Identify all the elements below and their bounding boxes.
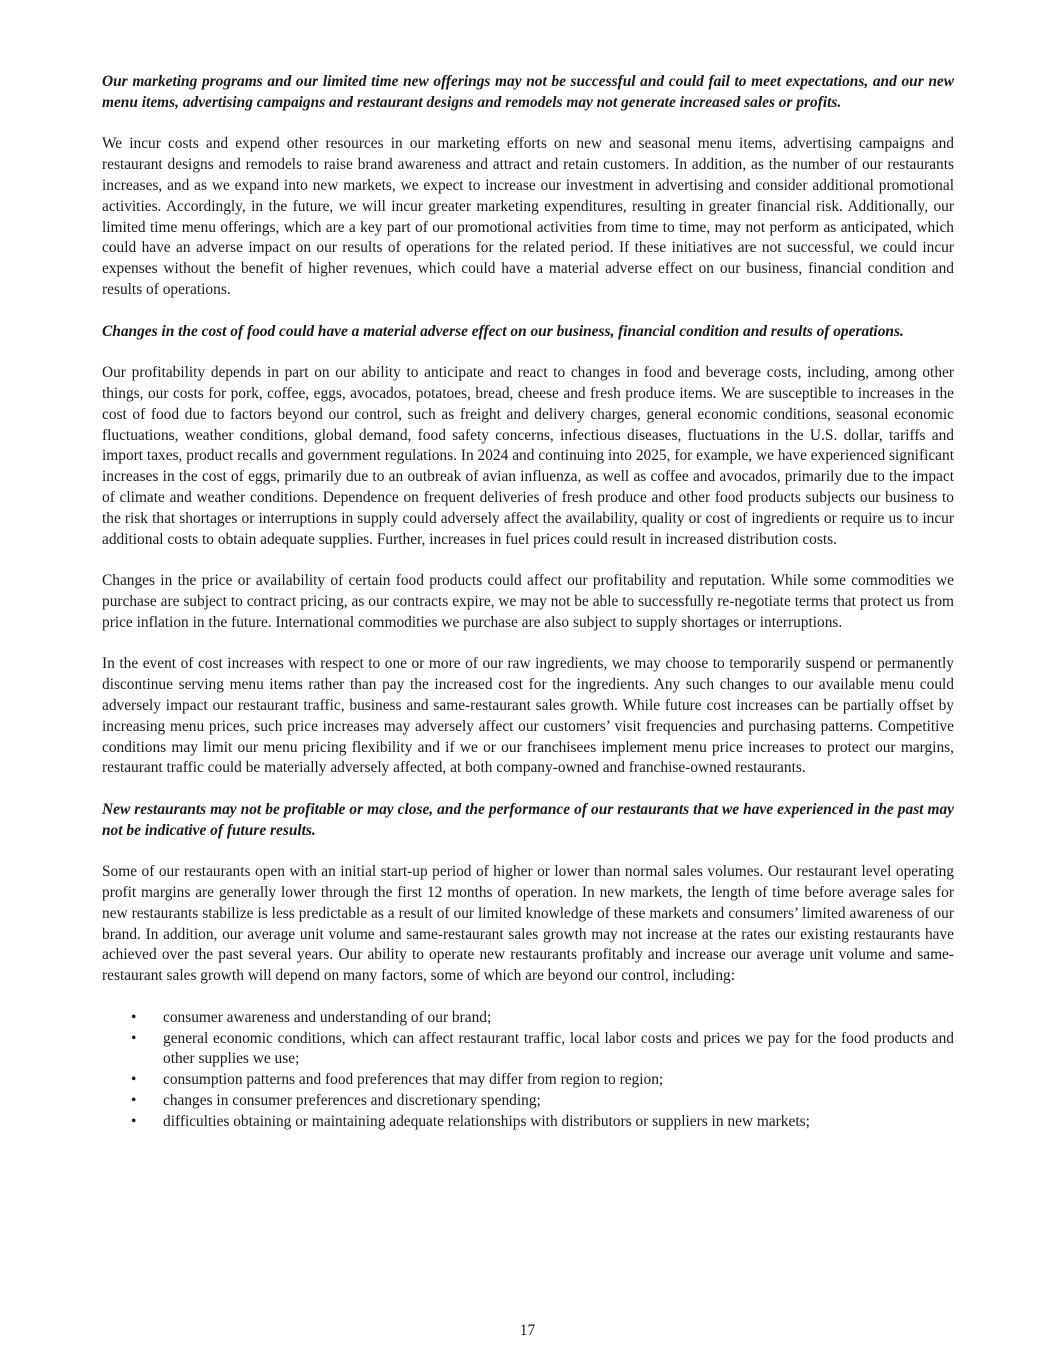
list-item <box>102 1070 954 1091</box>
body-paragraph: Some of our restaurants open with an initial start-up period of higher or lower than normal sales volumes. Our restaurant level operating profit margins are generally lower through the first 12 months of operation. In new markets, the length of time before average sales for new restaurants stabilize is less predictable as a result of our limited knowledge of these markets and consumers’ limited awareness of our brand. In addition, our average unit volume and same-restaurant sales growth may not increase at the rates our existing restaurants have achieved over the past several years. Our ability to operate new restaurants profitably and increase our average unit volume and same-restaurant sales growth will depend on many factors, some of which are beyond our control, including: <box>102 863 954 985</box>
body-paragraph: Our profitability depends in part on our ability to anticipate and react to changes in food and beverage costs, including, among other things, our costs for pork, coffee, eggs, avocados, potatoes, bread, cheese and fresh produce items. We are susceptible to increases in the cost of food due to factors beyond our control, such as freight and delivery charges, general economic conditions, seasonal economic fluctuations, weather conditions, global demand, food safety concerns, infectious diseases, fluctuations in the U.S. dollar, tariffs and import taxes, product recalls and government regulations. In 2024 and continuing into 2025, for example, we have experienced significant increases in the cost of eggs, primarily due to an outbreak of avian influenza, as well as coffee and avocados, primarily due to the impact of climate and weather conditions. Dependence on frequent deliveries of fresh produce and other food products subjects our business to the risk that shortages or interruptions in supply could adversely affect the availability, quality or cost of ingredients or require us to incur additional costs to obtain adequate supplies. Further, increases in fuel prices could result in increased distribution costs. <box>102 364 954 548</box>
list-item <box>102 1112 954 1133</box>
bullet-icon: • <box>131 1071 137 1089</box>
list-item-text: consumption patterns and food preferences that may differ from region to region; <box>163 1071 664 1089</box>
body-paragraph: Changes in the price or availability of certain food products could affect our profitability and reputation. While some commodities we purchase are subject to contract pricing, as our contracts expire, we may not be able to successfully re-negotiate terms that protect us from price inflation in the future. International commodities we purchase are also subject to supply shortages or interruptions. <box>102 572 954 631</box>
page-number: 17 <box>519 1322 536 1339</box>
list-item-text: difficulties obtaining or maintaining adequate relationships with distributors or suppliers in new markets; <box>163 1112 810 1130</box>
page-content <box>102 72 954 1133</box>
bullet-icon: • <box>131 1029 137 1047</box>
list-item-text: general economic conditions, which can affect restaurant traffic, local labor costs and prices we pay for the food products and other supplies we use; <box>163 1029 954 1068</box>
section-heading-marketing: Our marketing programs and our limited time new offerings may not be successful and could fail to meet expectations, and our new menu items, advertising campaigns and restaurant designs and remodels may not generate increased sales or profits. <box>102 73 954 111</box>
list-item-text: changes in consumer preferences and discretionary spending; <box>163 1092 541 1110</box>
list-item-text: consumer awareness and understanding of our brand; <box>163 1008 492 1026</box>
bullet-icon: • <box>131 1112 137 1130</box>
section-heading-food-cost: Changes in the cost of food could have a material adverse effect on our business, financial condition and results of operations. <box>102 322 904 340</box>
factor-list <box>102 1008 954 1133</box>
body-paragraph: In the event of cost increases with respect to one or more of our raw ingredients, we may choose to temporarily suspend or permanently discontinue serving menu items rather than pay the increased cost for the ingredients. Any such changes to our available menu could adversely impact our restaurant traffic, business and same-restaurant sales growth. While future cost increases can be partially offset by increasing menu prices, such price increases may adversely affect our customers’ visit frequencies and purchasing patterns. Competitive conditions may limit our menu pricing flexibility and if we or our franchisees implement menu price increases to protect our margins, restaurant traffic could be materially adversely affected, at both company-owned and franchise-owned restaurants. <box>102 655 954 777</box>
body-paragraph: We incur costs and expend other resources in our marketing efforts on new and seasonal menu items, advertising campaigns and restaurant designs and remodels to raise brand awareness and attract and retain customers. In addition, as the number of our restaurants increases, and as we expand into new markets, we expect to increase our investment in advertising and consider additional promotional activities. Accordingly, in the future, we will incur greater marketing expenditures, resulting in greater financial risk. Additionally, our limited time menu offerings, which are a key part of our promotional activities from time to time, may not perform as anticipated, which could have an adverse impact on our results of operations for the related period. If these initiatives are not successful, we could incur expenses without the benefit of higher revenues, which could have a material adverse effect on our business, financial condition and results of operations. <box>102 135 954 298</box>
section-heading-new-restaurants: New restaurants may not be profitable or may close, and the performance of our restaurants that we have experienced in the past may not be indicative of future results. <box>102 800 954 839</box>
list-item <box>102 1091 954 1112</box>
list-item <box>102 1008 954 1029</box>
bullet-icon: • <box>131 1008 137 1026</box>
list-item <box>102 1029 954 1071</box>
bullet-icon: • <box>131 1092 137 1110</box>
